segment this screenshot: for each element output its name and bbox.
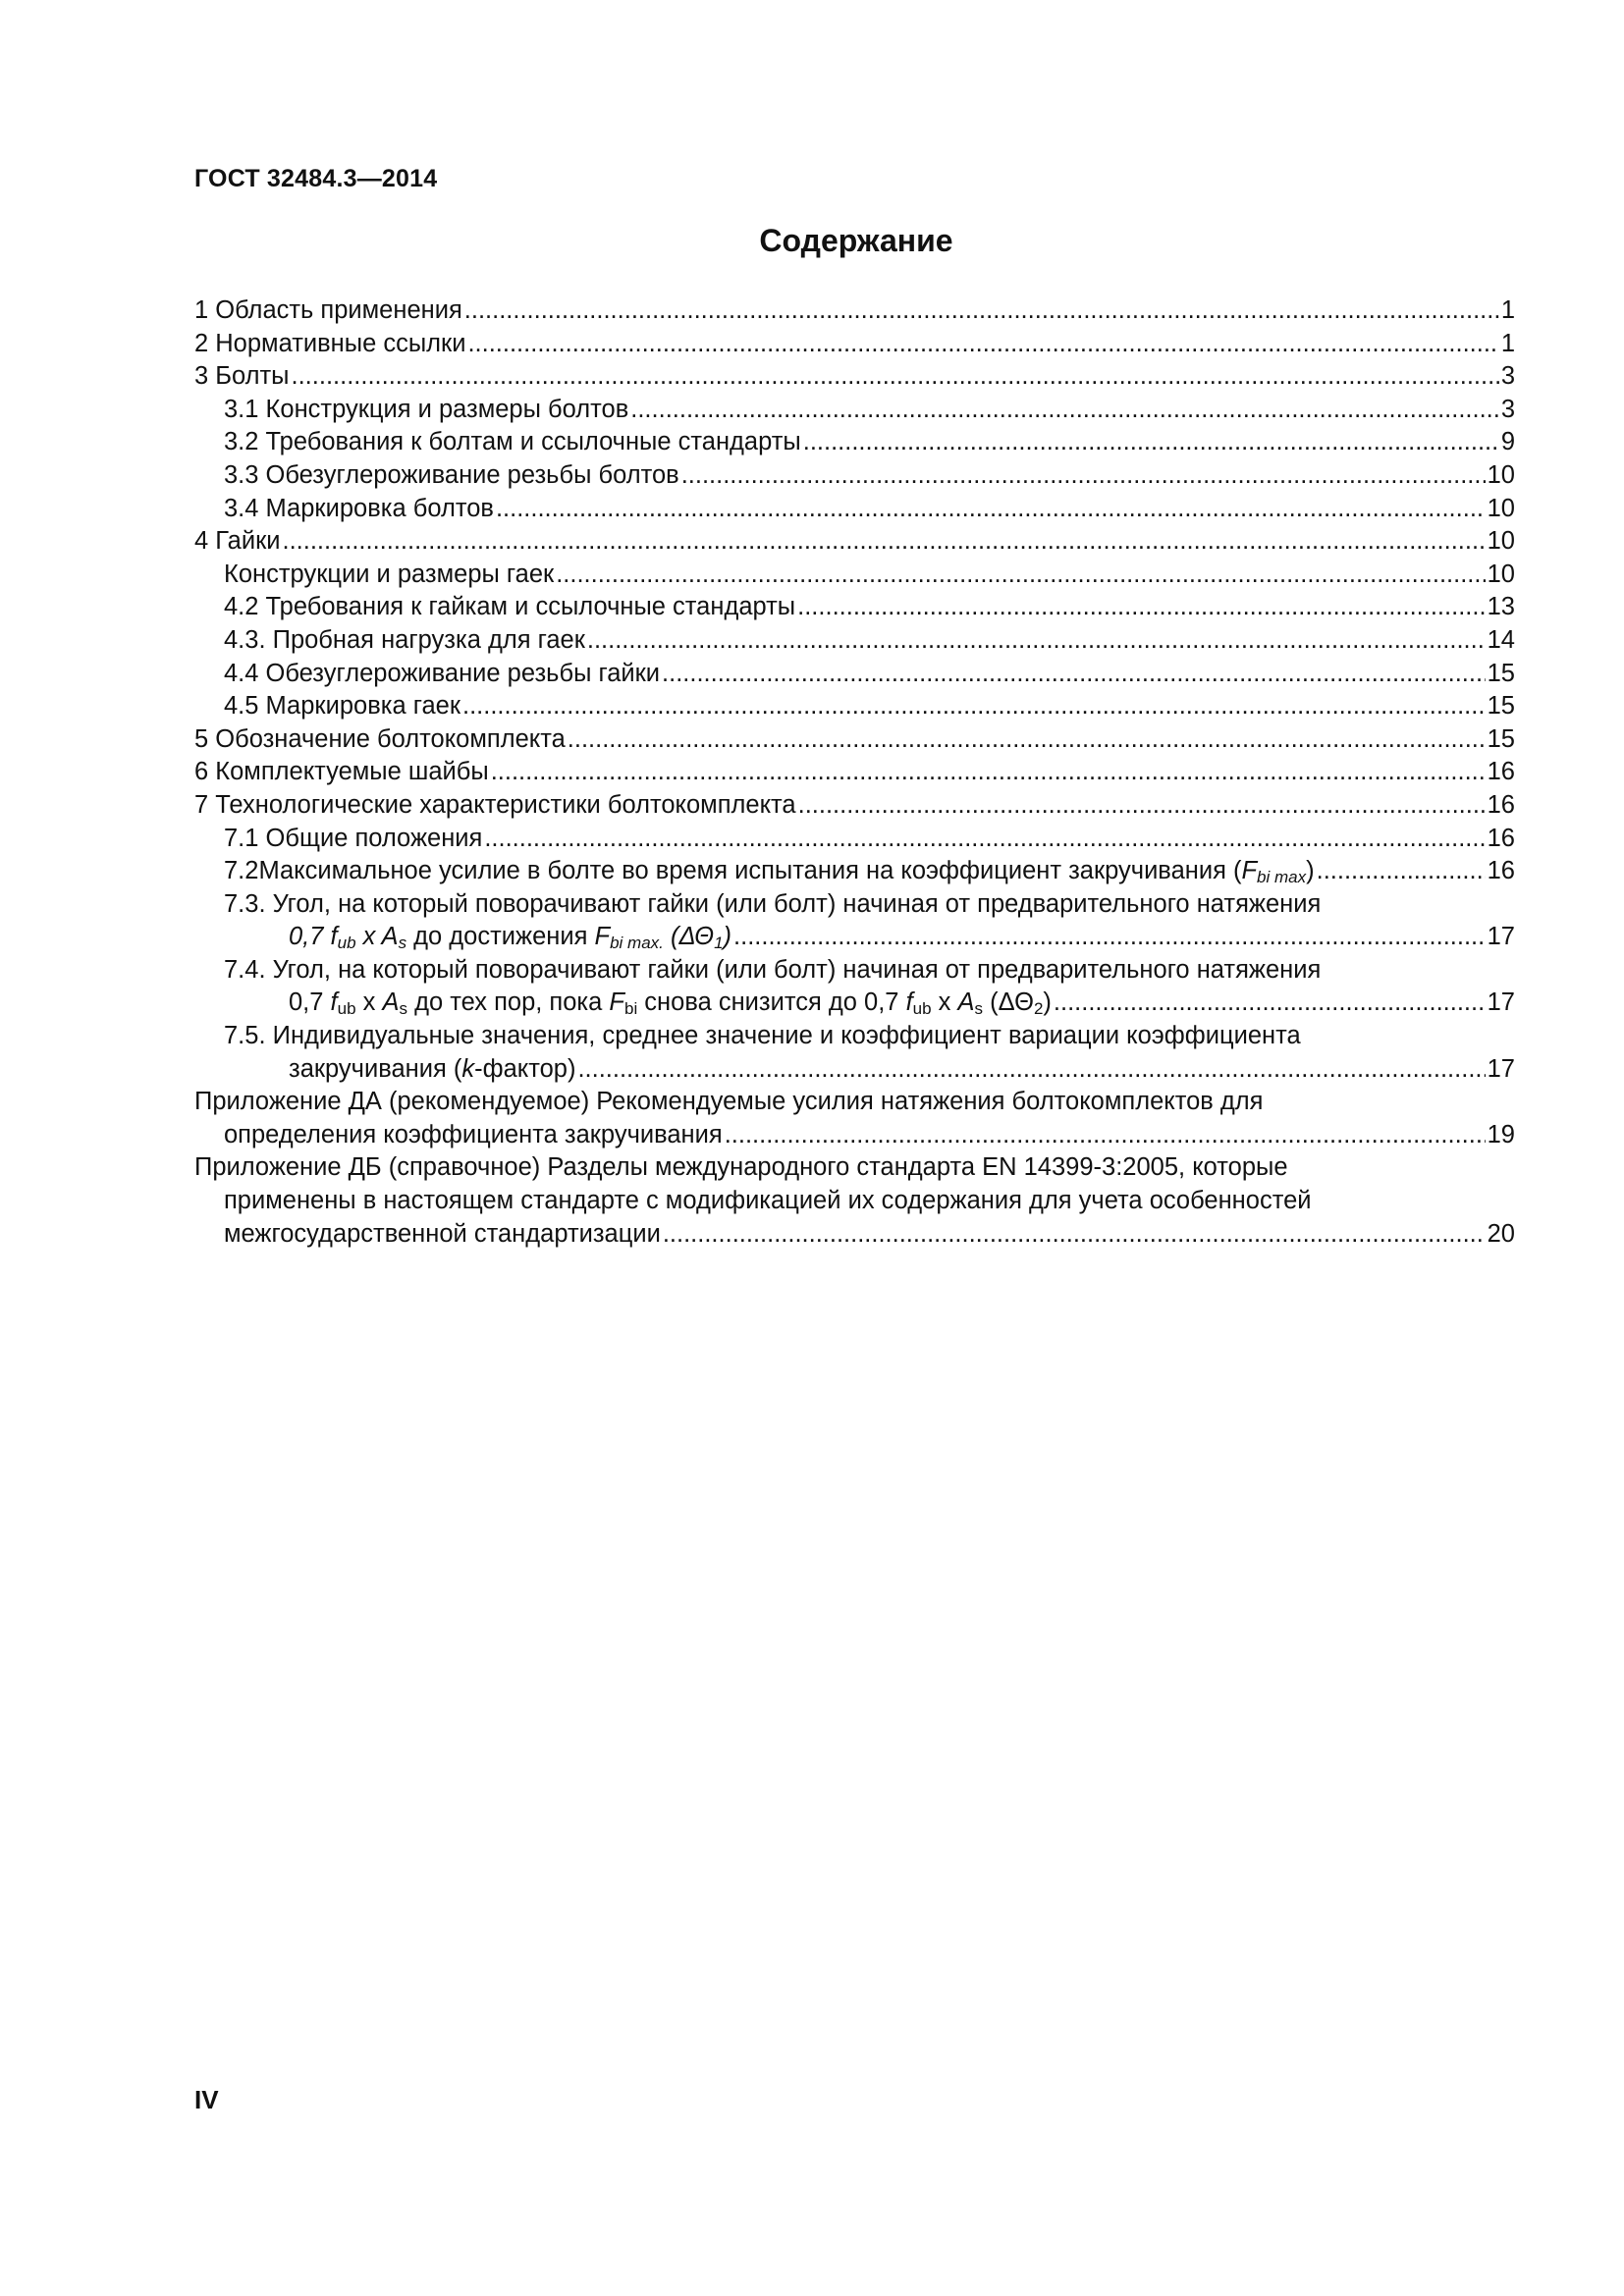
toc-page-number: 3 [1500,395,1515,423]
toc-entry[interactable] [194,493,1515,526]
toc-page-number: 1 [1500,329,1515,357]
toc-entry[interactable] [194,525,1515,559]
toc-page-number: 17 [1487,988,1515,1017]
toc-page-number: 17 [1487,1054,1515,1083]
toc-entry[interactable] [194,394,1515,427]
toc-entry-text: 3.3 Обезуглероживание резьбы болтов [224,460,679,489]
toc-entry[interactable] [194,756,1515,789]
toc-entry[interactable] [194,1020,1515,1086]
toc-entry-text: закручивания (k-фактор) [289,1054,576,1083]
toc-entry-appendix-da[interactable] [194,1086,1515,1151]
toc-page-number: 1 [1500,296,1515,324]
toc-entry[interactable] [194,328,1515,361]
toc-page-number: 19 [1487,1120,1515,1148]
page-number-footer: IV [194,2085,219,2114]
toc-entry-text: Приложение ДА (рекомендуемое) Рекомендуемые усилия натяжения болтокомплектов для [194,1088,1264,1116]
toc-page-number: 15 [1487,724,1515,753]
toc-page-number: 14 [1487,625,1515,654]
toc-entry-text: 4.2 Требования к гайкам и ссылочные стандарты [224,593,796,621]
toc-entry-text: 0,7 $f_{ub}$ x $A_s$ до достижения $F_{bi max.}$ $(\Delta\Theta_1)$ [289,923,732,953]
toc-entry[interactable] [194,855,1515,888]
toc-entry[interactable] [194,591,1515,624]
toc-entry-text: 7.1 Общие положения [224,824,483,852]
toc-entry-text: Конструкции и размеры гаек [224,560,555,588]
toc-entry-text: 7.5. Индивидуальные значения, среднее значение и коэффициент вариации коэффициента [224,1022,1301,1050]
toc-entry-text: 3 Болты [194,362,290,391]
toc-entry[interactable] [194,723,1515,757]
toc-entry-text: межгосударственной стандартизации [224,1219,661,1248]
toc-entry[interactable] [194,559,1515,592]
toc-entry-text: 0,7 $f_{ub}$ x $A_s$ до тех пор, пока $F_{bi}$ снова снизится до 0,7 $f_{ub}$ x $A_s$ $(\Delta\Theta_2)$ [289,988,1052,1019]
toc-entry-text: 7 Технологические характеристики болтокомплекта [194,790,796,819]
toc-entry-text: 3.1 Конструкция и размеры болтов [224,395,629,423]
toc-entry[interactable] [194,294,1515,328]
toc-page-number: 10 [1487,494,1515,522]
toc-entry[interactable] [194,426,1515,459]
toc-page-number: 16 [1487,824,1515,852]
toc-page-number: 10 [1487,527,1515,556]
toc-entry-text: 7.2Максимальное усилие в болте во время испытания на коэффициент закручивания $(F_{bi max})$ [224,857,1315,887]
toc-entry-text: 4 Гайки [194,527,281,556]
toc-page-number: 20 [1487,1219,1515,1248]
toc-entry[interactable] [194,789,1515,823]
toc-entry-text: Приложение ДБ (справочное) Разделы международного стандарта EN 14399-3:2005, которые [194,1153,1288,1182]
page-title: Содержание [759,223,953,258]
table-of-contents [194,294,1515,1251]
document-header: ГОСТ 32484.3—2014 [194,165,438,192]
toc-entry-text: определения коэффициента закручивания [224,1120,723,1148]
toc-entry[interactable] [194,954,1515,1020]
toc-page-number: 10 [1487,560,1515,588]
toc-entry-text: 3.2 Требования к болтам и ссылочные стандарты [224,428,801,456]
toc-entry[interactable] [194,360,1515,394]
toc-entry-text: 4.3. Пробная нагрузка для гаек [224,625,585,654]
toc-entry-text: 3.4 Маркировка болтов [224,494,494,522]
toc-entry-text: 4.4 Обезуглероживание резьбы гайки [224,659,661,687]
toc-page-number: 16 [1487,857,1515,885]
toc-page-number: 16 [1487,758,1515,786]
toc-page-number: 3 [1500,362,1515,391]
toc-page-number: 16 [1487,790,1515,819]
toc-page-number: 17 [1487,923,1515,951]
toc-page-number: 10 [1487,460,1515,489]
toc-page-number: 15 [1487,692,1515,721]
toc-page-number: 15 [1487,659,1515,687]
toc-entry[interactable] [194,459,1515,493]
toc-entry-appendix-db[interactable] [194,1151,1515,1251]
toc-entry[interactable] [194,823,1515,856]
toc-entry[interactable] [194,624,1515,658]
toc-page-number: 13 [1487,593,1515,621]
toc-entry[interactable] [194,888,1515,954]
toc-entry[interactable] [194,658,1515,691]
toc-entry-text: 4.5 Маркировка гаек [224,692,460,721]
toc-entry-text: 1 Область применения [194,296,462,324]
toc-page-number: 9 [1500,428,1515,456]
toc-entry-text: 2 Нормативные ссылки [194,329,466,357]
toc-entry-text: 5 Обозначение болтокомплекта [194,724,566,753]
toc-entry[interactable] [194,690,1515,723]
toc-entry-text: применены в настоящем стандарте с модификацией их содержания для учета особенностей [224,1187,1312,1215]
toc-entry-text: 6 Комплектуемые шайбы [194,758,489,786]
toc-entry-text: 7.4. Угол, на который поворачивают гайки (или болт) начиная от предварительного натяжения [224,955,1322,984]
toc-entry-text: 7.3. Угол, на который поворачивают гайки (или болт) начиная от предварительного натяжения [224,889,1322,918]
